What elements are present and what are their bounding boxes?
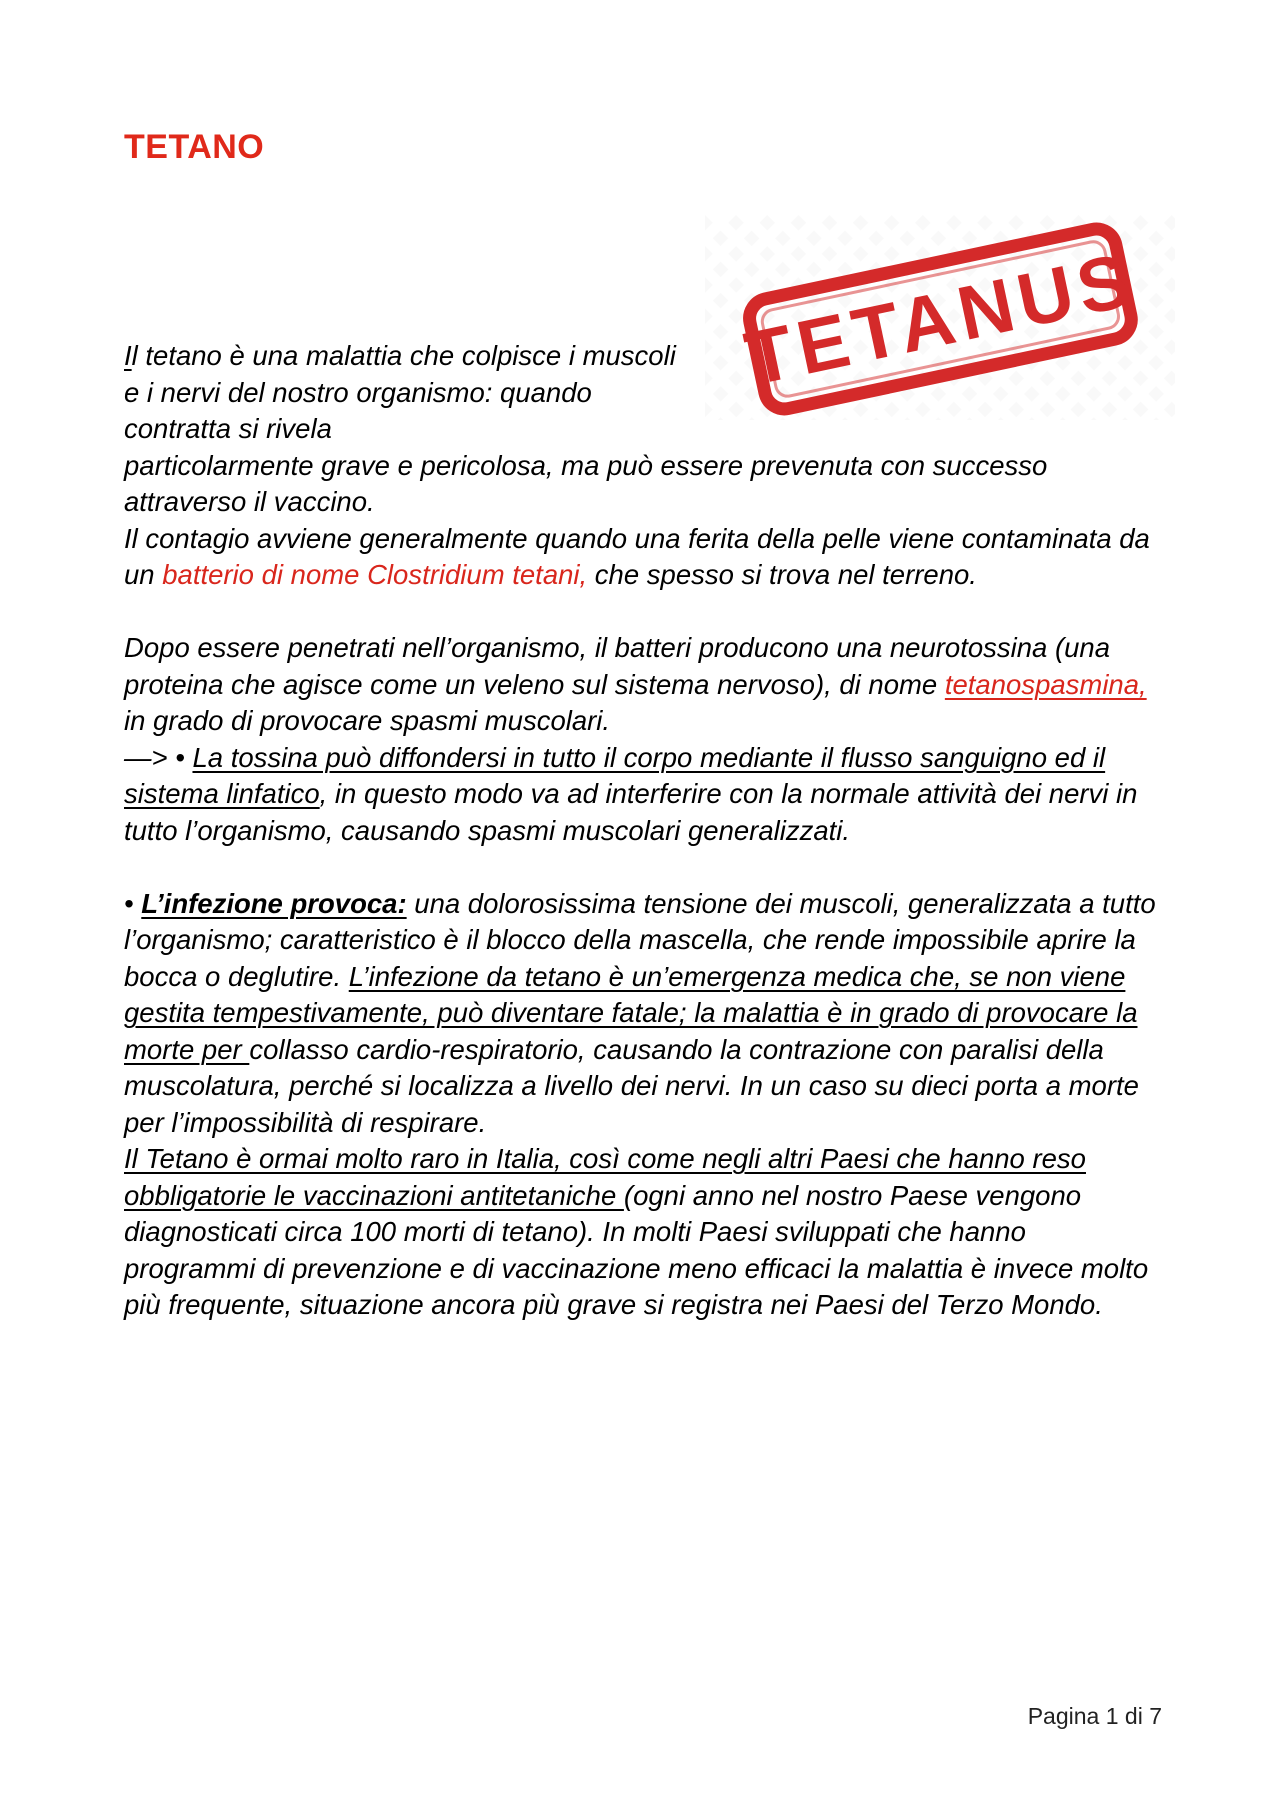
toxin-spread-text: , in questo modo va ad interferire con la normale attività dei nervi in tutto l’organismo, causando spasmi muscolari generalizzati.: [124, 778, 1138, 846]
neurotoxin-text: Dopo essere penetrati nell’organismo, il batteri producono una neurotossina (una proteina che agisce come un veleno sul sistema nervoso), di nome: [124, 632, 1111, 700]
paragraph-contagion: [124, 521, 1164, 594]
infection-underlined: L’infezione da tetano è un’emergenza medica che, se non viene gestita tempestivamente, può diventare fatale; la malattia è in grado di provocare la morte per: [124, 960, 1138, 1065]
italy-text: (ogni anno nel nostro Paese vengono diagnosticati circa 100 morti di tetano). In molti Paesi sviluppati che hanno programmi di prevenzione e di vaccinazione meno efficaci la malattia è invece molto più frequente, situazione ancora più grave si registra nei Paesi del Terzo Mondo.: [124, 1179, 1149, 1320]
stamp-text: TETANUS: [738, 236, 1143, 403]
arrow-bullet: —> •: [124, 741, 193, 773]
bacterium-highlight: batterio di nome Clostridium tetani,: [162, 559, 588, 590]
page-number: Pagina 1 di 7: [1027, 1703, 1162, 1729]
paragraph-italy: [124, 1141, 1164, 1324]
bullet: •: [124, 887, 142, 919]
paragraph-intro: [124, 338, 1164, 521]
tetanospasmina-highlight: tetanospasmina,: [944, 668, 1147, 700]
first-letter: I: [124, 340, 132, 371]
toxin-spread-underlined: La tossina può diffondersi in tutto il corpo mediante il flusso sanguigno ed il sistema linfatico: [124, 741, 1106, 809]
paragraph-toxin-spread: [124, 740, 1164, 850]
intro-narrow-text: l tetano è una malattia che colpisce i muscoli e i nervi del nostro organismo: quando contratta si rivela: [124, 340, 676, 444]
paragraph-infection: [124, 886, 1164, 1142]
infection-text-end: collasso cardio-respiratorio, causando la contrazione con paralisi della muscolatura, perché si localizza a livello dei nervi. In un caso su dieci porta a morte per l’impossibilità di respirare.: [124, 1033, 1139, 1138]
infection-text: una dolorosissima tensione dei muscoli, generalizzata a tutto l’organismo; caratteristico è il blocco della mascella, che rende impossibile aprire la bocca o deglutire.: [124, 887, 1156, 992]
page-title: TETANO: [124, 128, 265, 166]
article-body: [124, 338, 1164, 1324]
paragraph-neurotoxin: [124, 630, 1164, 740]
contagion-text: Il contagio avviene generalmente quando una ferita della pelle viene contaminata da un: [124, 522, 1150, 590]
intro-rest-text: particolarmente grave e pericolosa, ma può essere prevenuta con successo attraverso il vaccino.: [124, 449, 1048, 517]
neurotoxin-text-end: in grado di provocare spasmi muscolari.: [124, 705, 611, 736]
infection-heading: L’infezione provoca:: [141, 887, 407, 919]
contagion-text-end: che spesso si trova nel terreno.: [587, 559, 977, 590]
italy-underlined: Il Tetano è ormai molto raro in Italia, così come negli altri Paesi che hanno reso obbligatorie le vaccinazioni antitetaniche: [124, 1143, 1086, 1211]
